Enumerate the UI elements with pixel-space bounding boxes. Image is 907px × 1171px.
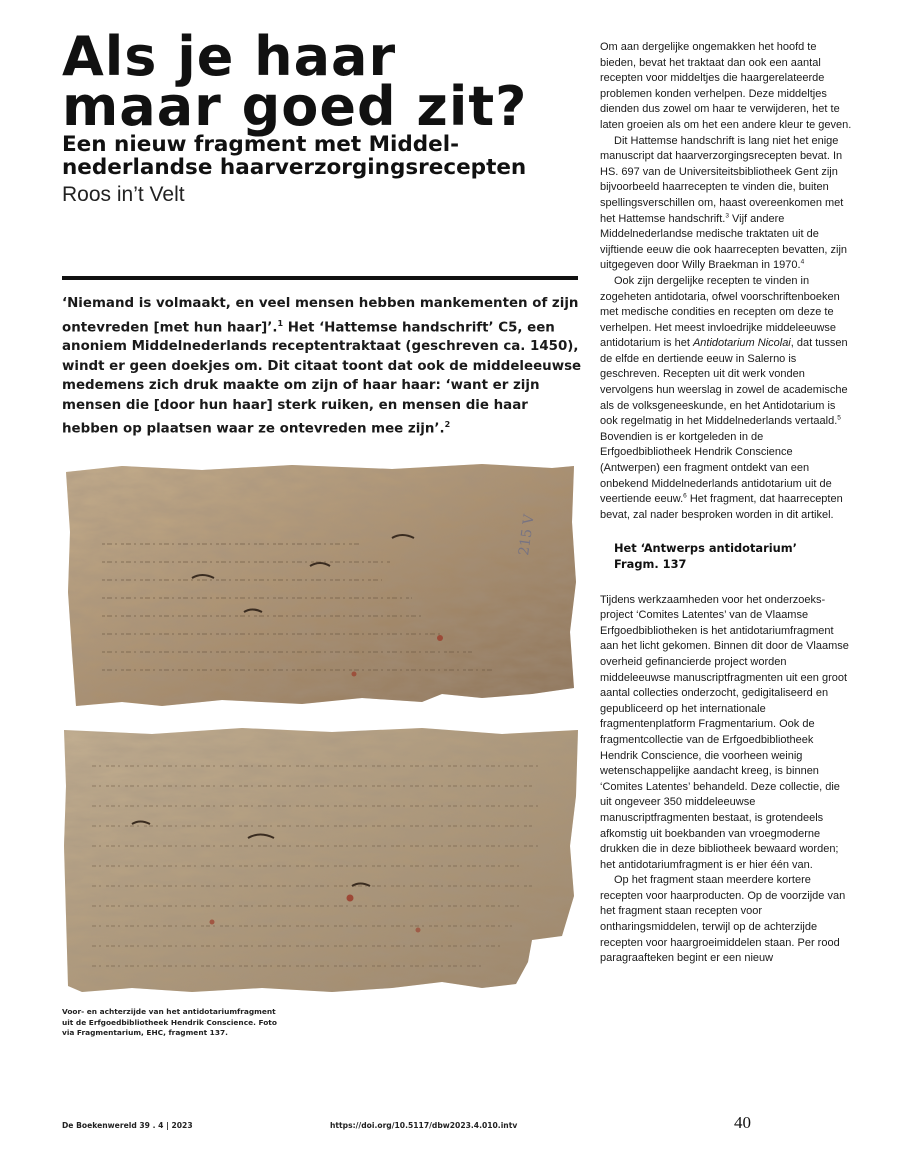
- footnote-ref-6[interactable]: 6: [683, 492, 687, 500]
- section-heading-line-2: Fragm. 137: [614, 557, 687, 571]
- footnote-ref-3[interactable]: 3: [725, 211, 729, 219]
- body-paragraph-3-text-b: , dat tussen de elfde en dertiende eeuw in Salerno is geschreven. Recepten uit dit werk vonden vervolgens hun weerslag in zowel de academische als de volksgeneeskunde, en het Antidotarium is ook regelmatig in het Middelnederlands vertaald.: [600, 337, 848, 428]
- body-paragraph-2-text-a: Dit Hattemse handschrift is lang niet het enige manuscript dat haarverzorgingsrecepten bevat. In HS. 697 van de Universiteitsbibliotheek Gent zijn bijvoorbeeld haarrecepten te vinden die, buiten spellingsverschillen om, haast overeenkomen met het Hattemse handschrift.: [600, 134, 844, 225]
- footer-doi-link[interactable]: https://doi.org/10.5117/dbw2023.4.010.intv: [330, 1121, 518, 1130]
- section-spacer-2: [600, 573, 852, 593]
- lead-text-2: Het ‘Hattemse handschrift’ C5, een anoniem Middelnederlands receptentraktaat (geschreven ca. 1450), windt er geen doekjes om. Dit citaat toont dat ook de middeleeuwse medemens zich druk maakte om zijn of haar haar: ‘want er zijn mensen die [door hun haar] sterk ruiken, en mensen die haar hebben op plaatsen waar ze ontevreden mee zijn’.: [62, 319, 582, 437]
- front-scribble: 215 V: [516, 513, 538, 557]
- footnote-ref-5[interactable]: 5: [837, 414, 841, 422]
- subtitle-line-2: nederlandse haarverzorgingsrecepten: [62, 155, 527, 180]
- body-paragraph-3: [600, 274, 852, 524]
- fragment-back-image: [62, 726, 580, 998]
- body-paragraph-3-text-a: Ook zijn dergelijke recepten te vinden in zogeheten antidotaria, ofwel voorschriftenboeken met medische condities en recepten om deze te verhelpen. Het meest invloedrijke middeleeuwse antidotarium is het: [600, 274, 840, 350]
- figure-caption: Voor- en achterzijde van het antidotariumfragment uit de Erfgoedbibliotheek Hendrik Conscience. Foto via Fragmentarium, EHC, fragment 137.: [62, 1007, 277, 1037]
- article-subtitle: [62, 133, 582, 179]
- footnote-ref-1[interactable]: 1: [277, 318, 284, 328]
- body-paragraph-4: Tijdens werkzaamheden voor het onderzoeksproject ‘Comites Latentes’ van de Vlaamse Erfgoedbibliotheken is het antidotariumfragment aan het licht gekomen. Binnen dit door de Vlaamse overheid gefinancierde project worden middeleeuwse manuscriptfragmenten uit een groot aantal collecties onderzocht, gedigitaliseerd en gepubliceerd op het internationale fragmentenplatform Fragmentarium. Ook de fragmentcollectie van de Erfgoedbibliotheek Hendrik Conscience, die voorheen weinig wetenschappelijke aandacht kreeg, is binnen ‘Comites Latentes’ behandeld. Deze collectie, die uit ongeveer 350 middeleeuwse manuscriptfragmenten bestaat, is grotendeels afkomstig uit boekbanden van vroegmoderne drukken die in deze bibliotheek bewaard worden; het antidotariumfragment is er hier één van.: [600, 593, 849, 871]
- footnote-ref-2[interactable]: 2: [444, 420, 451, 430]
- section-heading: [614, 541, 852, 572]
- subtitle-line-1: Een nieuw fragment met Middel-: [62, 132, 460, 157]
- title-divider: [62, 276, 578, 280]
- author-name: Roos in’t Velt: [62, 183, 185, 206]
- title-line-2: maar goed zit?: [62, 75, 528, 138]
- body-paragraph-2: [600, 134, 852, 274]
- lead-text-1: ‘Niemand is volmaakt, en veel mensen hebben mankementen of zijn ontevreden [met hun haar]’.: [62, 296, 579, 335]
- body-paragraph-3-text-c: Bovendien is er kortgeleden in de Erfgoedbibliotheek Hendrik Conscience (Antwerpen) een fragment ontdekt van een onbekend Middelnederlands antidotarium uit de veertiende eeuw.: [600, 430, 832, 506]
- body-paragraph-2-text-b: Vijf andere Middelnederlandse medische traktaten uit de vijftiende eeuw die ook haarrecepten bevatten, zijn uitgegeven door Willy Braekman in 1970.: [600, 212, 848, 272]
- lead-paragraph: [62, 294, 582, 439]
- section-spacer: [600, 523, 852, 541]
- article-title: [62, 25, 582, 138]
- body-paragraph-3-text-d: Het fragment, dat haarrecepten bevat, zal nader besproken worden in dit artikel.: [600, 493, 843, 521]
- footer-journal: De Boekenwereld 39 . 4 | 2023: [62, 1121, 193, 1130]
- body-paragraph-1: Om aan dergelijke ongemakken het hoofd te bieden, bevat het traktaat dan ook een aantal recepten voor middeltjes die haargerelateerde problemen konden verhelpen. Deze middeltjes dienden dus zowel om haar te verwijderen, het te laten groeien als om het een andere kleur te geven.: [600, 41, 852, 131]
- body-column: [600, 40, 852, 967]
- title-line-1: Als je haar: [62, 25, 397, 88]
- page-number: 40: [734, 1113, 751, 1132]
- footnote-ref-4[interactable]: 4: [800, 258, 805, 266]
- body-paragraph-5: Op het fragment staan meerdere kortere recepten voor haarproducten. Op de voorzijde van het fragment staan recepten voor ontharingsmiddelen, terwijl op de achterzijde recepten voor haargroeimiddelen staan. Per rood paragraafteken begint er een nieuw: [600, 874, 846, 965]
- antidotarium-title: Antidotarium Nicolai: [692, 337, 791, 350]
- section-heading-line-1: Het ‘Antwerps antidotarium’: [614, 541, 797, 556]
- fragment-front-image: [62, 462, 580, 710]
